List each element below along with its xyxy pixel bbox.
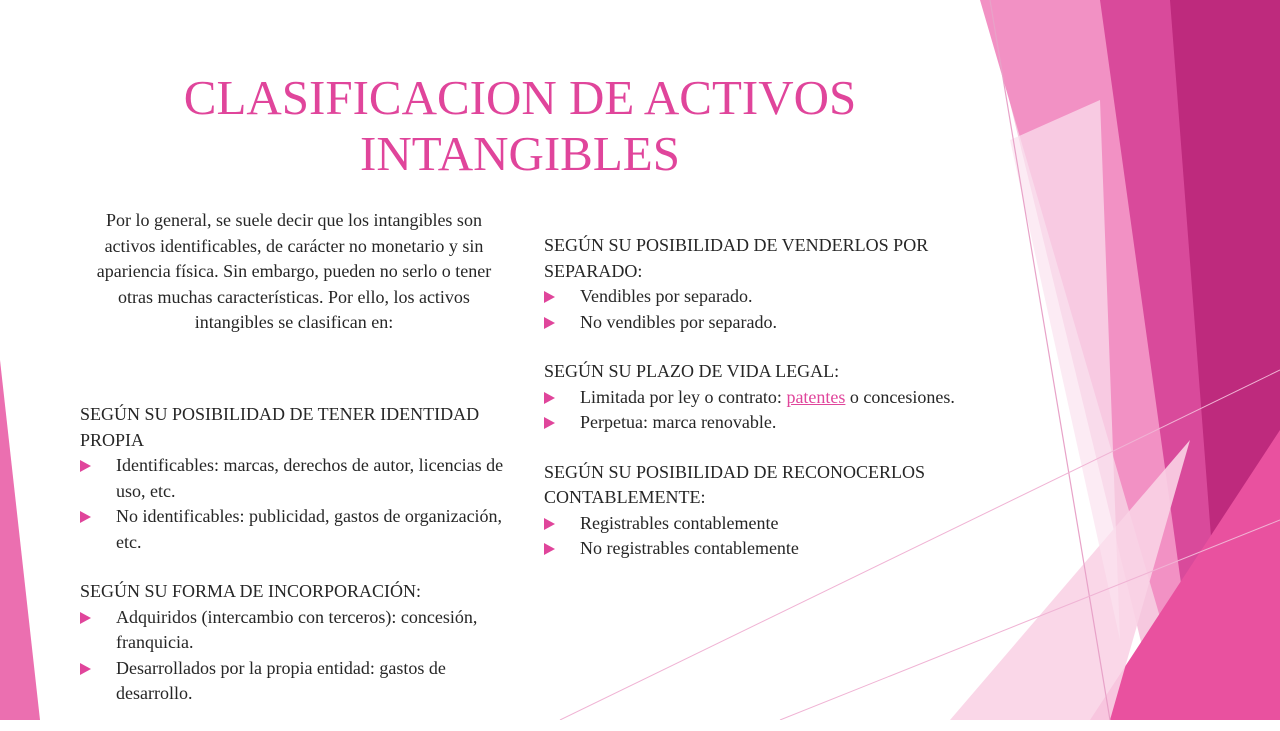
list-item xyxy=(544,511,964,537)
list-item-text: Registrables contablemente xyxy=(580,512,779,533)
triangle-right-icon xyxy=(544,392,555,404)
list-item-text: Perpetua: marca renovable. xyxy=(580,412,777,432)
list-item-text: No vendibles por separado. xyxy=(580,311,777,332)
list-item-text: No registrables contablemente xyxy=(580,538,799,558)
list-item xyxy=(544,410,964,436)
section-incorporation xyxy=(80,579,510,707)
list-item-text: Adquiridos (intercambio con terceros): concesión, franquicia. xyxy=(116,606,478,652)
triangle-right-icon xyxy=(544,518,555,530)
left-column xyxy=(80,402,510,731)
list-item xyxy=(544,536,964,562)
list-item-text: Identificables: marcas, derechos de autor, licencias de uso, etc. xyxy=(116,455,504,501)
triangle-right-icon xyxy=(544,543,555,555)
section-heading: SEGÚN SU POSIBILIDAD DE RECONOCERLOS CONTABLEMENTE: xyxy=(544,461,926,507)
slide-title: CLASIFICACION DE ACTIVOS INTANGIBLES xyxy=(183,70,857,181)
triangle-right-icon xyxy=(80,663,91,675)
list-item xyxy=(80,656,510,707)
triangle-right-icon xyxy=(544,317,555,329)
section-sellable xyxy=(544,233,964,335)
section-identity xyxy=(80,402,510,555)
section-accounting xyxy=(544,460,964,562)
patentes-link[interactable]: patentes xyxy=(786,386,846,407)
section-legal-life xyxy=(544,359,964,436)
list-item xyxy=(80,504,510,555)
list-item xyxy=(80,453,510,504)
triangle-right-icon xyxy=(80,612,91,624)
list-item-text: Vendibles por separado. xyxy=(580,286,753,306)
section-heading: SEGÚN SU POSIBILIDAD DE TENER IDENTIDAD PROPIA xyxy=(80,404,480,450)
list-item xyxy=(544,284,964,310)
list-item xyxy=(544,385,964,411)
section-heading: SEGÚN SU PLAZO DE VIDA LEGAL: xyxy=(544,361,840,381)
list-item-text-before: Limitada por ley o contrato: xyxy=(580,386,787,407)
intro-paragraph: Por lo general, se suele decir que los intangibles son activos identificables, de carácter no monetario y sin apariencia física. Sin embargo, pueden no serlo o tener otras muchas características. Por ello, los activos intangibles se clasifican en: xyxy=(96,210,492,332)
list-item xyxy=(544,310,964,336)
triangle-right-icon xyxy=(80,460,91,472)
list-item-text: Desarrollados por la propia entidad: gastos de desarrollo. xyxy=(116,657,446,703)
list-item-text: No identificables: publicidad, gastos de organización, etc. xyxy=(116,506,503,552)
triangle-right-icon xyxy=(80,511,91,523)
right-column xyxy=(544,233,964,586)
left-accent-shape xyxy=(0,360,40,720)
triangle-right-icon xyxy=(544,417,555,429)
section-heading: SEGÚN SU POSIBILIDAD DE VENDERLOS POR SEPARADO: xyxy=(544,235,929,281)
section-heading: SEGÚN SU FORMA DE INCORPORACIÓN: xyxy=(80,581,422,601)
list-item-text-after: o concesiones. xyxy=(845,386,955,407)
list-item xyxy=(80,605,510,656)
triangle-right-icon xyxy=(544,291,555,303)
